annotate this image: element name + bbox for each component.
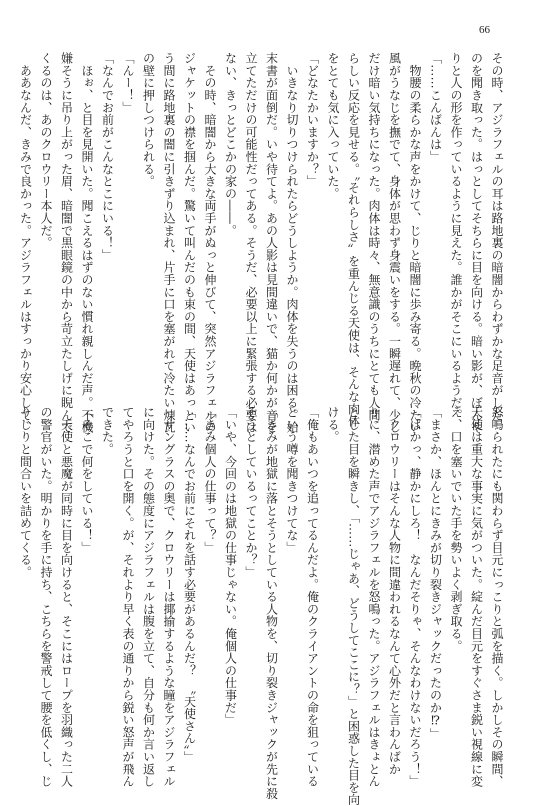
- text-line: 末書が面倒だ。いや待てよ。あの人影は見間違いで、猫か何かが音を: [264, 52, 279, 434]
- text-line: 「……なんでお前にそれを話す必要があるんだ？ 〝天使さん〟」: [182, 406, 197, 763]
- text-line: とした目を瞬きし、「……じゃあ、どうしてここに？」と困惑した目を向: [346, 406, 361, 806]
- text-line: らしい反応を見せる。〝それらしさ〟を重んじる天使は、そんな肉体: [346, 52, 361, 428]
- text-line: ほぉ、と目を見開いた。聞こえるはずのない慣れ親しんだ声。不機: [80, 52, 94, 434]
- text-line: その時、アジラフェルの耳は路地裏の暗闇からわずかな足音がした: [490, 52, 504, 421]
- text-line: 「まさか、ほんとにきみが切り裂きジャックだったのか⁉」: [428, 406, 443, 741]
- text-line: クロウリーはそんな人物に間違われるなんて心外だと言わんばか: [387, 406, 402, 775]
- text-line: いきなり切りつけられたらどうしようか。肉体を失うのは困る。始: [285, 52, 299, 434]
- text-line: ける。: [326, 406, 340, 443]
- text-line: 天使と悪魔が同時に目を向けると、そこにはロープを羽織った二人: [59, 406, 74, 788]
- text-line: ああなんだ、きみで良かった。アジラフェルはすっかり安心して、: [18, 52, 33, 434]
- page-number: 66: [479, 24, 490, 36]
- text-line: 「きみ個人の仕事って？」: [203, 406, 217, 554]
- text-line: をとても気に入っていた。: [326, 52, 340, 200]
- text-line: 物腰の柔らかな声をかけて、じりと暗闇に歩み寄る。晩秋の冷たい: [408, 52, 422, 434]
- text-line: 「きみが地獄に落とそうとしている人物を、切り裂きジャックが先に殺: [264, 406, 279, 800]
- text-line: のを聞き取った。はっとしてそちらに目を向ける。暗い影が、ぼんや: [469, 52, 484, 434]
- text-line: 怒鳴られたにも関わらず目元にっこりと弧を描く。しかしその瞬間、: [490, 406, 504, 788]
- text-line: う間に路地裏の闇に引きずり込まれ、片手に口を塞がれて冷たい煉瓦: [162, 52, 176, 434]
- text-line: できた。: [100, 406, 115, 456]
- text-line: 嫌そうに吊り上がった眉、暗闇で黒眼鏡の中から苛立たしげに睨んで: [59, 52, 74, 434]
- text-line: 風がうなじを撫でて、身体が思わず身震いをする。一瞬遅れて、少し: [387, 52, 402, 434]
- text-line: 「どなたかいますか？」: [305, 52, 320, 188]
- text-line: 「……こんばんは」: [428, 52, 443, 163]
- text-line: その時、暗闇から大きな両手がぬっと伸びて、突然アジラフェルの: [203, 52, 217, 434]
- text-line: くるのは、あのクロウリー本人だ。: [39, 52, 53, 249]
- text-line: 「そこで何をしている！」: [80, 406, 94, 554]
- text-line: てやろうと口を開く。が、それより早く表の通りから鋭い怒声が飛ん: [121, 406, 135, 788]
- text-line: の警官がいた。明かりを手に持ち、こちらを警戒して腰を低くし、じ: [39, 406, 53, 788]
- text-line: だけ暗い気持ちになった。肉体は時々、無意識のうちにとても人間: [367, 52, 381, 421]
- text-line: 「んー！」: [121, 52, 135, 114]
- text-line: に向けた。その態度にアジラフェルは腹を立て、自分も何か言い返し: [141, 406, 156, 788]
- text-line: ジャケットの襟を掴んだ。驚いて叫んだのも束の間、天使はあっとい: [182, 52, 197, 434]
- text-line: 天使は重大な事実に気がついた。綻んだ目元をすぐさま鋭い視線に変: [469, 406, 484, 788]
- text-line: ない、きっとどこかの家の――。: [223, 52, 238, 237]
- text-line: という噂を聞きつけてな」: [285, 406, 299, 554]
- text-line: 「なんでお前がこんなとこにいる！」: [100, 52, 115, 262]
- text-line: 「ばかっ、静かにしろ！ なんだそりゃ、そんなわけないだろう！」: [408, 406, 422, 788]
- text-line: 「俺もあいつを追ってるんだよ。俺のクライアントの命を狙っている: [305, 406, 320, 788]
- text-line: 立てただけの可能性だってある。そうだ、必要以上に緊張する必要は: [244, 52, 258, 434]
- text-line: りと人の形を作っているように見えた。誰かがそこにいるようだ。: [449, 52, 463, 421]
- text-line: りじりと間合いを詰めてくる。: [18, 406, 33, 579]
- text-line: の壁に押しつけられる。: [141, 52, 156, 188]
- text-line: え、口を塞いでいた手を勢いよく剥ぎ取る。: [449, 406, 463, 652]
- text-block-lower: [18, 406, 507, 806]
- text-line: りに、潜めた声でアジラフェルを怒鳴った。アジラフェルはきょとん: [367, 406, 381, 788]
- text-line: 「いや、今回のは地獄の仕事じゃない。俺個人の仕事だ」: [223, 406, 238, 726]
- text-line: そうとしているってことか？」: [244, 406, 258, 579]
- text-line: サングラスの奥で、クロウリーは揶揄するような瞳をアジラフェル: [162, 406, 176, 788]
